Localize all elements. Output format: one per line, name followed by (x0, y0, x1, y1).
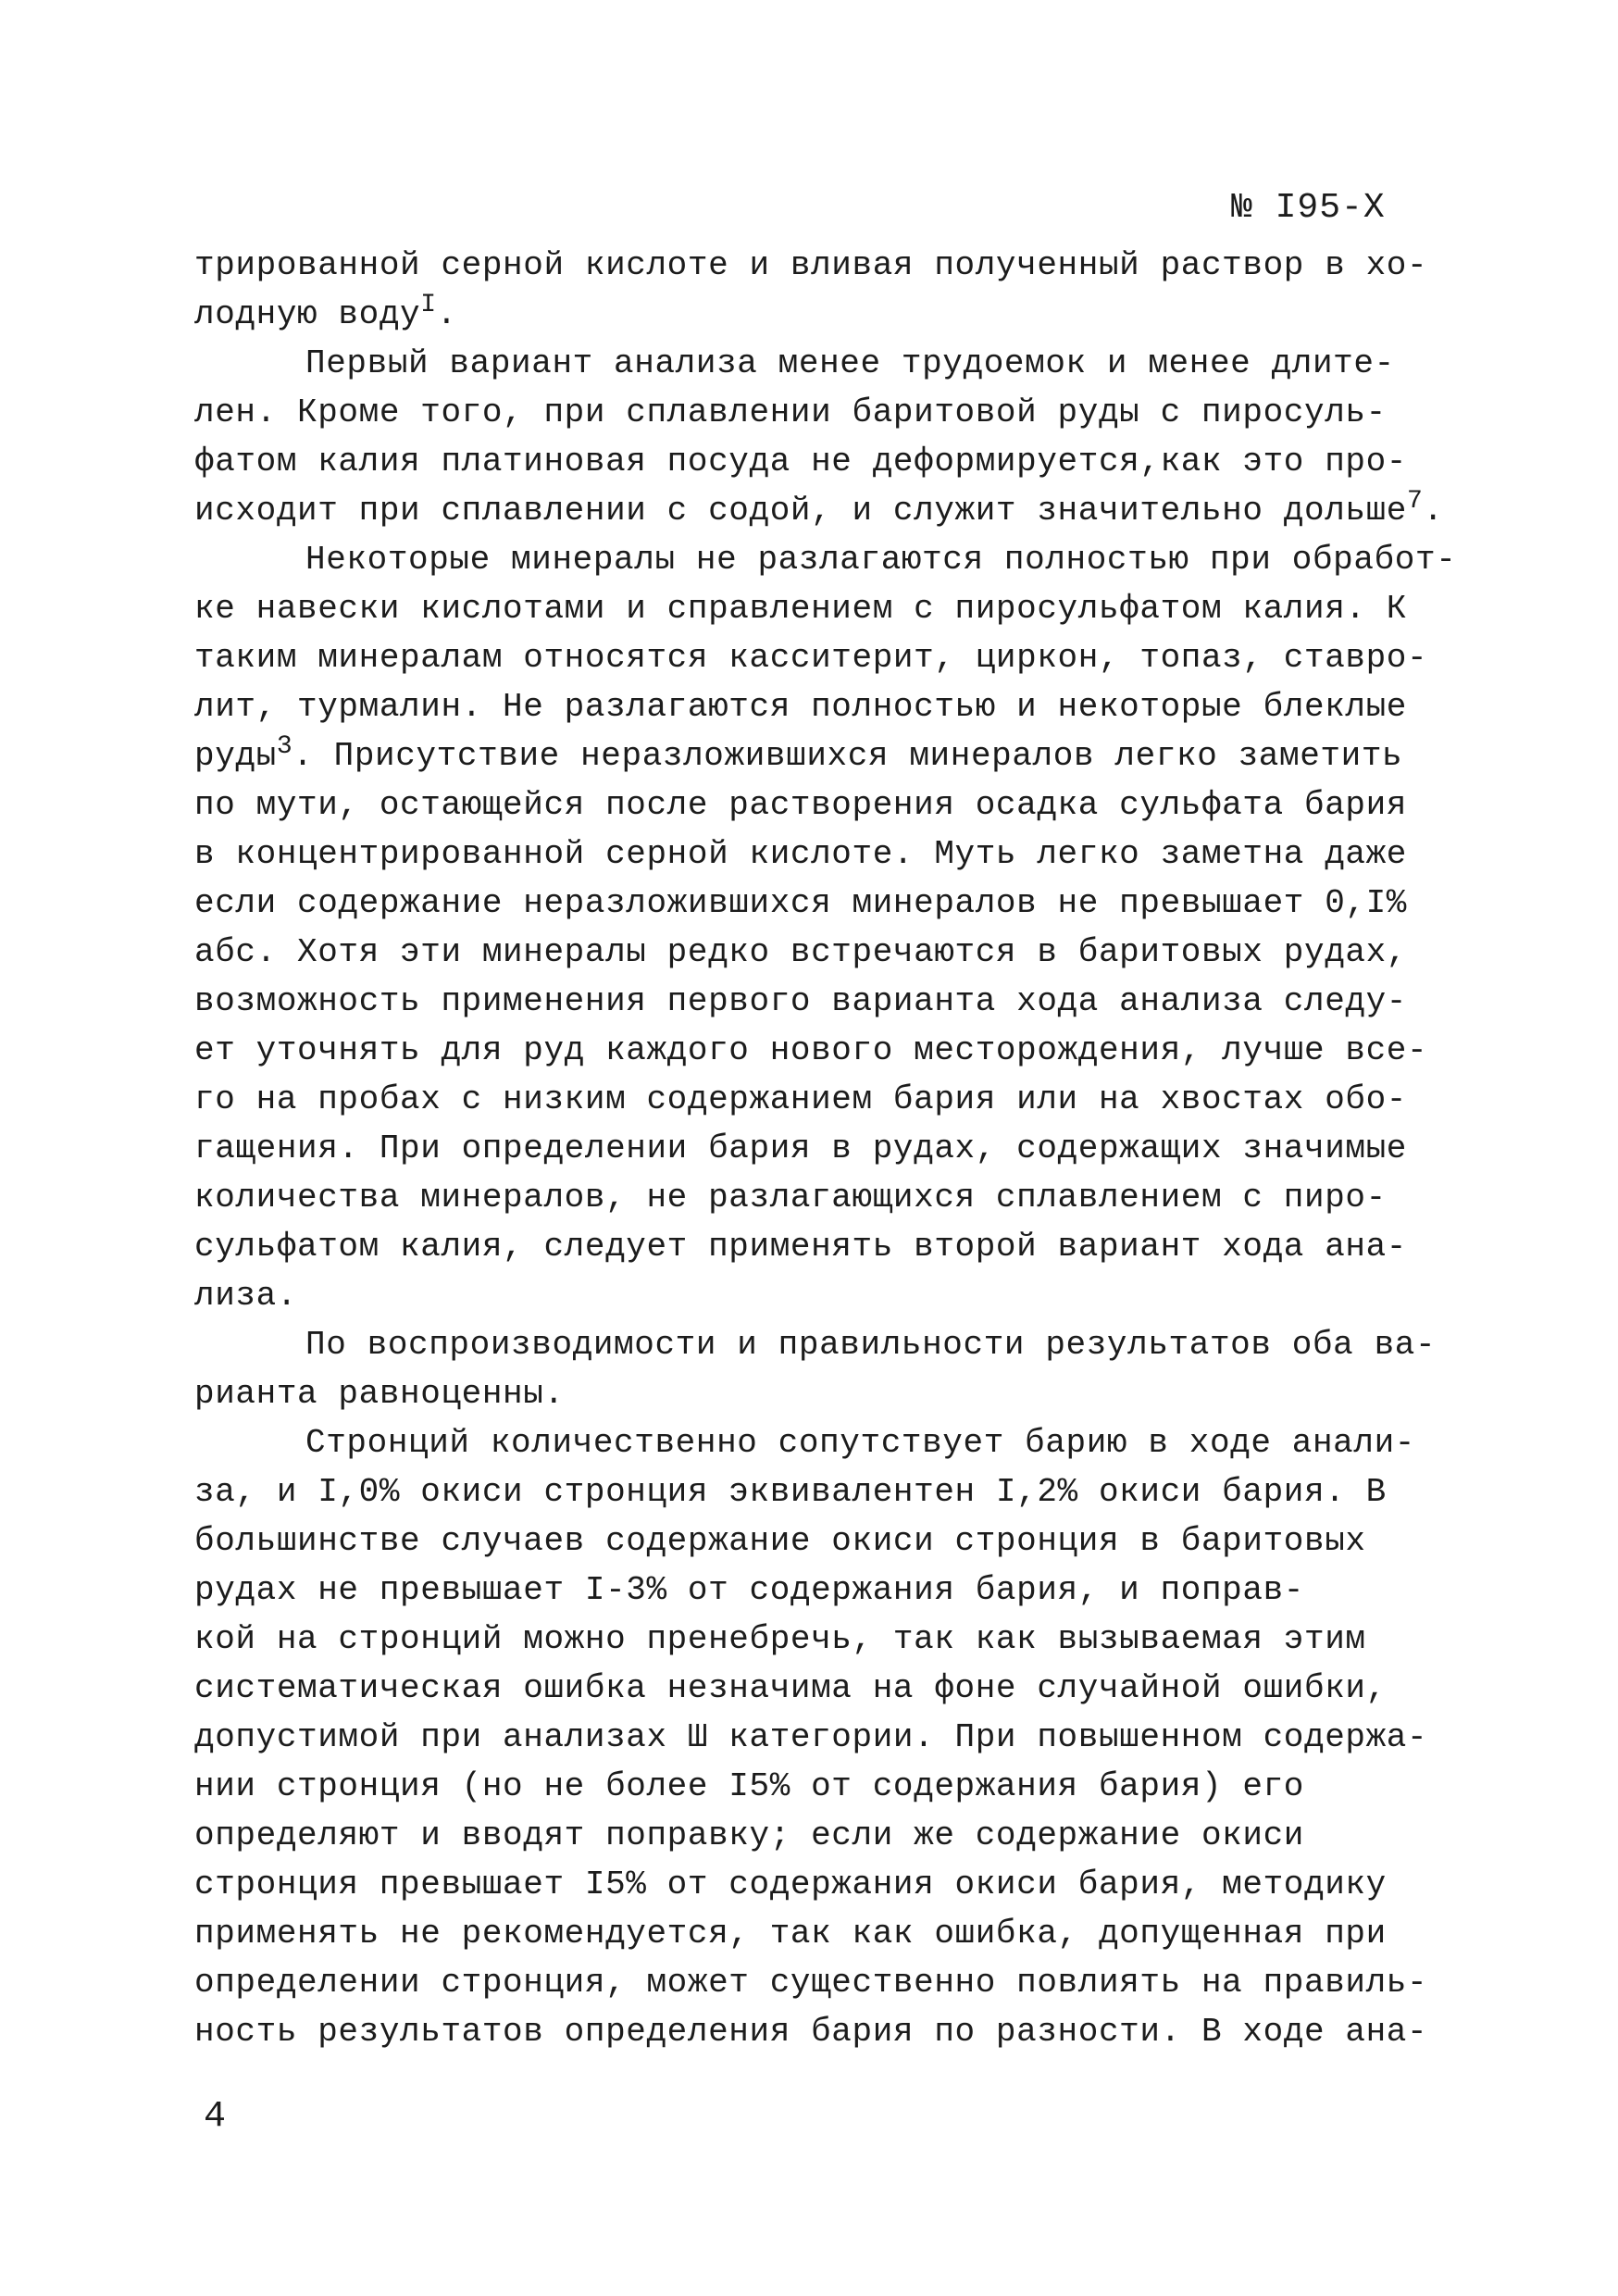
text-run: лит, турмалин. Не разлагаются полностью и некоторые блеклые (194, 688, 1408, 726)
text-line (194, 682, 1435, 731)
text-line (194, 1271, 1435, 1320)
text-line (194, 1075, 1435, 1124)
text-run: нии стронция (но не более I5% от содержания бария) его (194, 1767, 1304, 1805)
text-run: кой на стронций можно пренебречь, так как вызываемая этим (194, 1620, 1366, 1658)
text-run: Стронций количественно сопутствует барию в ходе анали- (305, 1424, 1415, 1462)
text-run: . (1423, 492, 1444, 530)
footnote-reference: 3 (276, 732, 293, 761)
text-line (194, 1958, 1435, 2007)
page-number: 4 (204, 2096, 227, 2138)
text-line (194, 1713, 1435, 1762)
text-run: стронция превышает I5% от содержания окиси бария, методику (194, 1866, 1387, 1903)
text-line (194, 780, 1435, 830)
text-run: Первый вариант анализа менее трудоемок и менее длите- (305, 344, 1395, 382)
text-run: по мути, остающейся после растворения осадка сульфата бария (194, 786, 1408, 824)
text-run: рианта равноценны. (194, 1375, 565, 1413)
text-run: сульфатом калия, следует применять второй вариант хода ана- (194, 1228, 1408, 1266)
text-line (194, 879, 1435, 928)
text-line (194, 1909, 1435, 1958)
text-run: применять не рекомендуется, так как ошибка, допущенная при (194, 1915, 1387, 1953)
text-line (194, 437, 1435, 486)
text-run: По воспроизводимости и правильности результатов оба ва- (305, 1326, 1437, 1364)
footnote-reference: I (420, 291, 437, 319)
text-run: ность результатов определения бария по разности. В ходе ана- (194, 2013, 1428, 2051)
text-run: . Присутствие неразложившихся минералов легко заметить (292, 737, 1403, 775)
text-line (194, 1222, 1435, 1271)
text-line (194, 1811, 1435, 1860)
text-line (194, 388, 1435, 437)
text-line (194, 1566, 1435, 1615)
document-number: № I95-X (1231, 188, 1386, 228)
text-run: руды (194, 737, 277, 775)
text-line (194, 584, 1435, 633)
text-run: в концентрированной серной кислоте. Муть легко заметна даже (194, 835, 1408, 873)
text-run: гащения. При определении бария в рудах, содержащих значимые (194, 1129, 1408, 1167)
text-run: за, и I,0% окиси стронция эквивалентен I,2% окиси бария. В (194, 1473, 1387, 1511)
text-line (194, 977, 1435, 1026)
text-run: исходит при сплавлении с содой, и служит значительно дольше (194, 492, 1408, 530)
text-run: определении стронция, может существенно повлиять на правиль- (194, 1964, 1428, 2002)
text-line (194, 1124, 1435, 1173)
text-run: лиза. (194, 1277, 298, 1315)
text-run: лен. Кроме того, при сплавлении баритовой руды с пиросуль- (194, 393, 1387, 431)
text-line (194, 1026, 1435, 1075)
text-run: трированной серной кислоте и вливая полученный раствор в хо- (194, 246, 1428, 284)
footnote-reference: 7 (1407, 487, 1424, 516)
text-line (194, 633, 1435, 682)
text-run: определяют и вводят поправку; если же содержание окиси (194, 1816, 1304, 1854)
text-line (194, 241, 1435, 290)
text-run: систематическая ошибка незначима на фоне случайной ошибки, (194, 1669, 1387, 1707)
text-run: ет уточнять для руд каждого нового месторождения, лучше все- (194, 1031, 1428, 1069)
text-line (194, 830, 1435, 879)
text-run: допустимой при анализах Ш категории. При повышенном содержа- (194, 1718, 1428, 1756)
text-run: рудах не превышает I-3% от содержания бария, и поправ- (194, 1571, 1304, 1609)
text-line (194, 535, 1457, 584)
text-run: лодную воду (194, 295, 421, 333)
text-line (194, 290, 1435, 339)
text-run: большинстве случаев содержание окиси стронция в баритовых (194, 1522, 1366, 1560)
text-run: ке навески кислотами и справлением с пиросульфатом калия. К (194, 590, 1408, 628)
text-line (194, 339, 1435, 388)
text-line (194, 1860, 1435, 1909)
text-run: если содержание неразложившихся минералов не превышает 0,I% (194, 884, 1408, 922)
text-line (194, 1320, 1435, 1369)
text-run: го на пробах с низким содержанием бария или на хвостах обо- (194, 1080, 1408, 1118)
text-run: таким минералам относятся касситерит, циркон, топаз, ставро- (194, 639, 1428, 677)
text-line (194, 1418, 1435, 1467)
text-line (194, 1664, 1435, 1713)
text-run: количества минералов, не разлагающихся сплавлением с пиро- (194, 1179, 1387, 1217)
text-line (194, 2007, 1435, 2056)
text-line (194, 486, 1444, 535)
text-run: возможность применения первого варианта хода анализа следу- (194, 982, 1408, 1020)
text-line (194, 731, 1435, 780)
text-line (194, 1369, 1435, 1418)
text-line (194, 928, 1435, 977)
text-run: абс. Хотя эти минералы редко встречаются в баритовых рудах, (194, 933, 1408, 971)
text-line (194, 1615, 1435, 1664)
text-line (194, 1173, 1435, 1222)
text-line (194, 1762, 1435, 1811)
text-run: Некоторые минералы не разлагаются полностью при обработ- (305, 541, 1457, 579)
text-line (194, 1467, 1435, 1516)
text-run: . (436, 295, 457, 333)
text-run: фатом калия платиновая посуда не деформируется,как это про- (194, 443, 1408, 480)
body-text (194, 241, 1457, 2056)
text-line (194, 1516, 1435, 1566)
